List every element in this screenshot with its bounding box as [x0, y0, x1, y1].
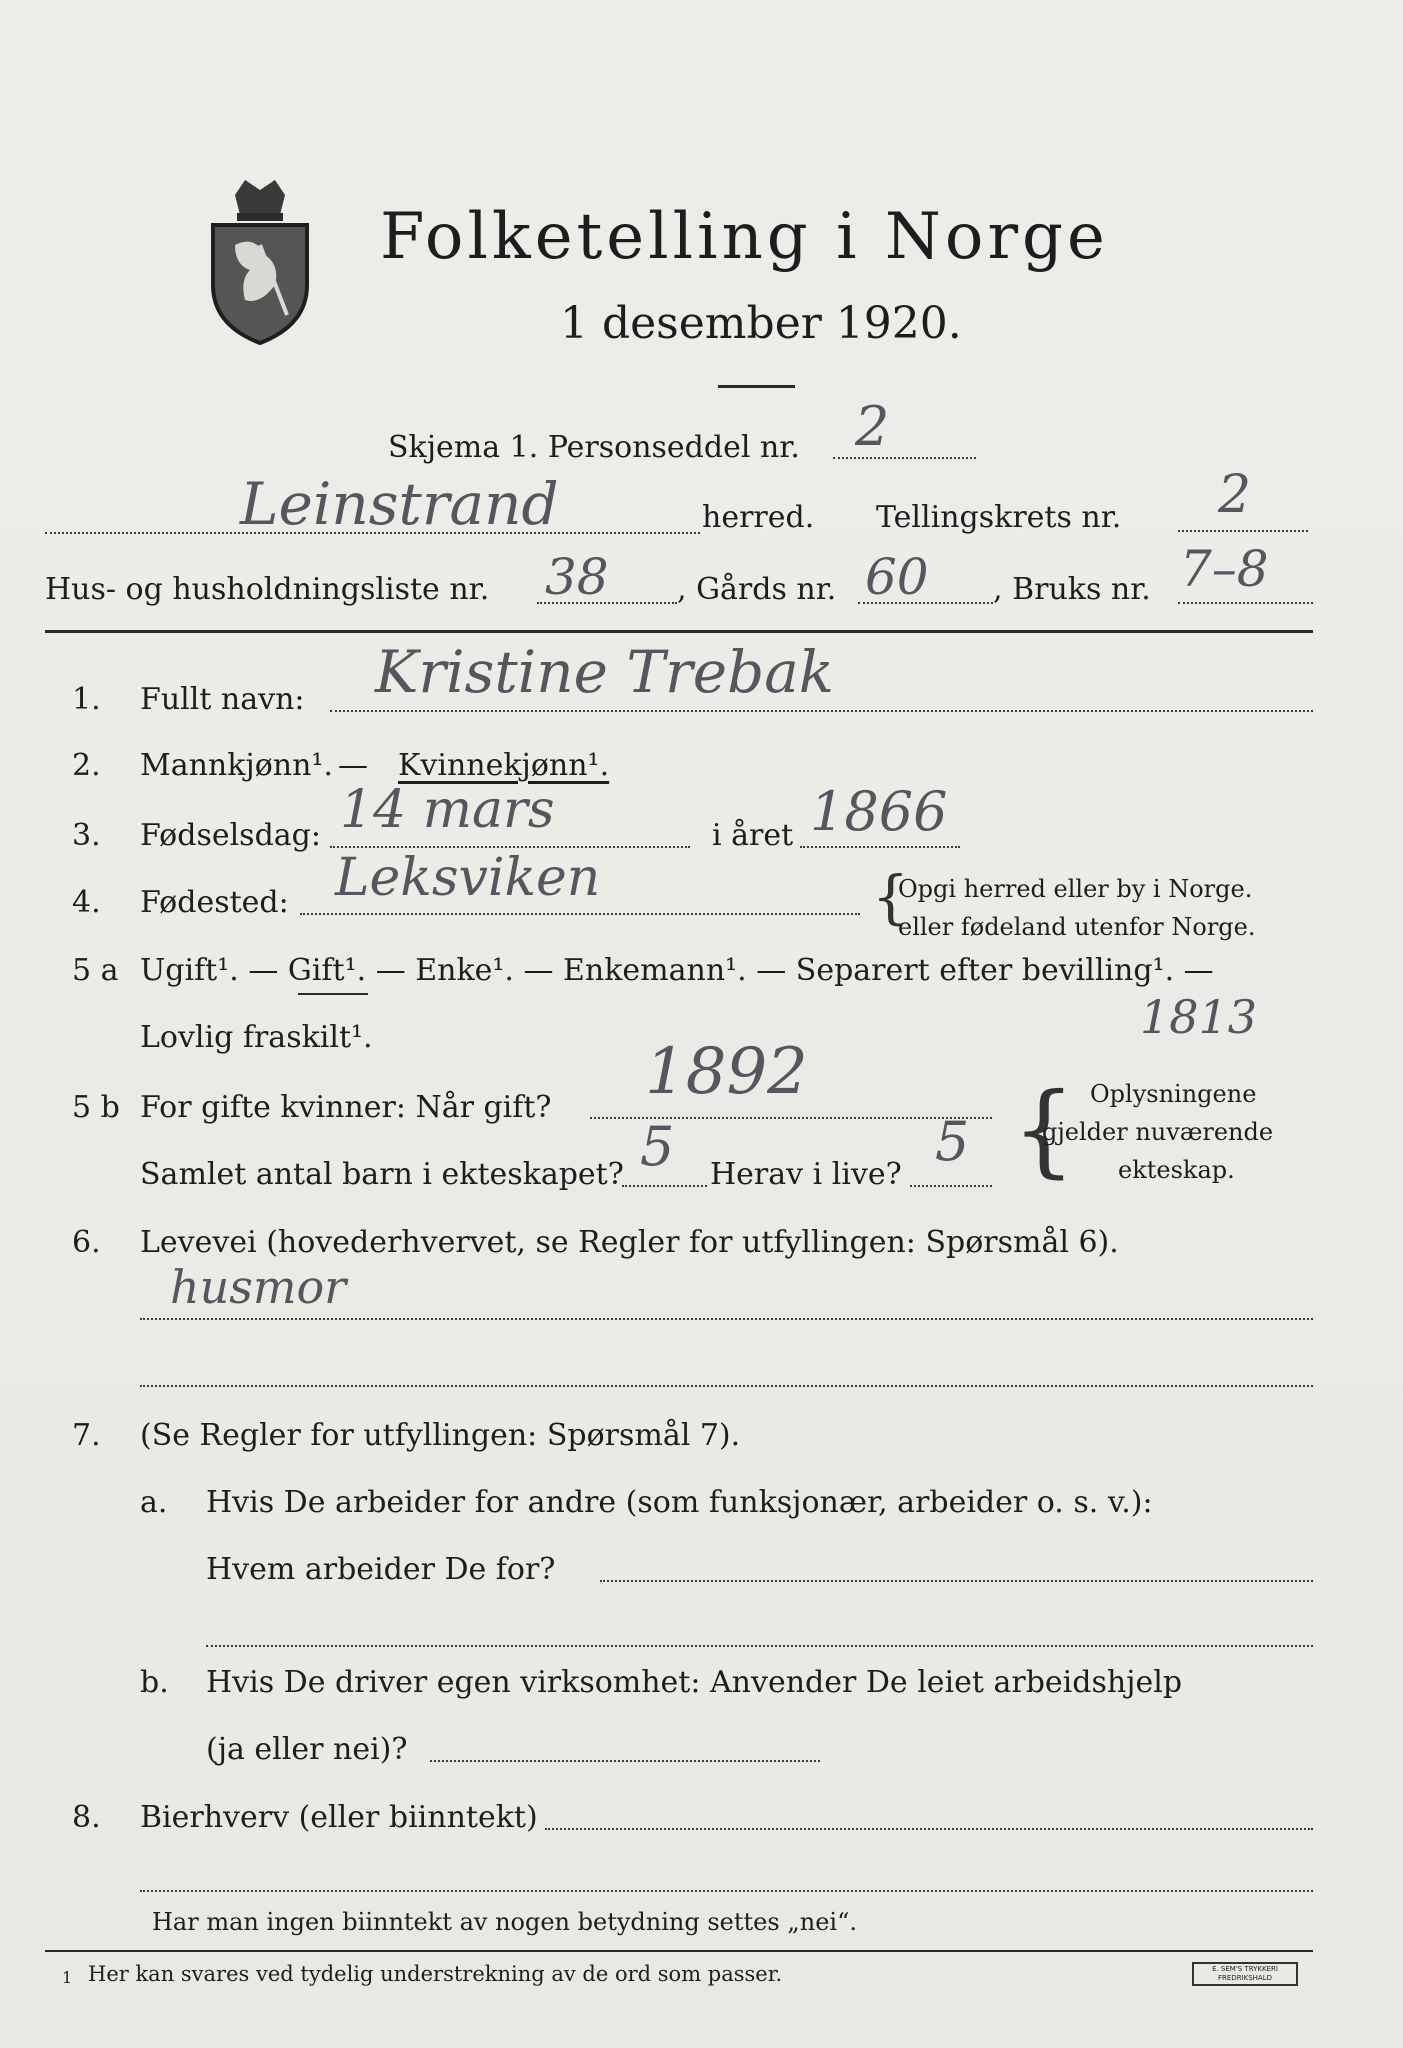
schema-number-field[interactable]: 2 [855, 395, 890, 458]
children-count-field[interactable]: 5 [640, 1115, 675, 1178]
marital-status-divorced-option[interactable]: Lovlig fraskilt¹. [140, 1020, 373, 1055]
q6-field-line1 [140, 1318, 1313, 1320]
tellingskrets-field-line [1178, 530, 1308, 532]
q7-label: (Se Regler for utfyllingen: Spørsmål 7). [140, 1418, 741, 1453]
gender-female-option[interactable]: Kvinnekjønn¹. [398, 748, 610, 783]
employer-field-line2[interactable] [206, 1645, 1313, 1647]
birthplace-field[interactable]: Leksviken [335, 848, 601, 908]
q3-year-label: i året [712, 818, 794, 853]
q5b-note-line3: ekteskap. [1118, 1156, 1235, 1184]
herred-field[interactable]: Leinstrand [240, 470, 559, 538]
tellingskrets-field[interactable]: 2 [1218, 465, 1252, 525]
occupation-field[interactable]: husmor [170, 1260, 347, 1314]
side-income-field-line2[interactable] [140, 1890, 1313, 1892]
alive-label: Herav i live? [710, 1157, 902, 1192]
bruks-field-line [1178, 602, 1313, 604]
q3-number: 3. [72, 818, 101, 853]
q2-number: 2. [72, 748, 101, 783]
footnote-mark: 1 [62, 1968, 73, 1987]
q4-label: Fødested: [140, 885, 289, 920]
full-name-field[interactable]: Kristine Trebak [375, 638, 834, 706]
q5b-label: For gifte kvinner: Når gift? [140, 1090, 552, 1125]
footnote-text: Her kan svares ved tydelig understrekning av de ord som passer. [88, 1962, 783, 1986]
q7-number: 7. [72, 1418, 101, 1453]
birth-year-field[interactable]: 1866 [810, 780, 948, 843]
q3-year-line [800, 846, 960, 848]
q7a-letter: a. [140, 1485, 168, 1520]
herred-label: herred. [702, 500, 815, 535]
q4-brace: { [872, 863, 909, 931]
header-rule [45, 630, 1313, 633]
title-divider [718, 385, 795, 388]
children-field-line [622, 1185, 707, 1187]
form-title: Folketelling i Norge [380, 200, 1109, 274]
q6-label: Levevei (hovederhvervet, se Regler for utfyllingen: Spørsmål 6). [140, 1225, 1119, 1260]
q7b-text: Hvis De driver egen virksomhet: Anvender De leiet arbeidshjelp [206, 1665, 1183, 1700]
q4-field-line [300, 913, 860, 915]
side-income-field[interactable] [545, 1828, 1313, 1830]
gender-male-option[interactable]: Mannkjønn¹. [140, 748, 333, 783]
marriage-year-field[interactable]: 1892 [645, 1035, 808, 1109]
q1-label: Fullt navn: [140, 682, 305, 717]
q8-number: 8. [72, 1800, 101, 1835]
q7a-text: Hvis De arbeider for andre (som funksjonær, arbeider o. s. v.): [206, 1485, 1153, 1520]
schema-label: Skjema 1. Personseddel nr. [388, 430, 800, 465]
gards-label: , Gårds nr. [677, 572, 837, 607]
q3-label: Fødselsdag: [140, 818, 321, 853]
gender-dash: — [338, 748, 368, 783]
gards-field[interactable]: 60 [865, 548, 929, 606]
q1-number: 1. [72, 682, 101, 717]
q7b-letter: b. [140, 1665, 169, 1700]
children-alive-field[interactable]: 5 [935, 1110, 970, 1173]
household-list-field[interactable]: 38 [545, 548, 609, 606]
gift-underline [298, 993, 368, 995]
employer-field[interactable] [600, 1580, 1313, 1582]
census-date: 1 desember 1920. [560, 298, 962, 349]
bruks-field[interactable]: 7–8 [1180, 540, 1269, 598]
q1-field-line [330, 710, 1313, 712]
q7b-question: (ja eller nei)? [206, 1732, 408, 1767]
q7a-question: Hvem arbeider De for? [206, 1552, 556, 1587]
margin-note: 1813 [1140, 990, 1258, 1044]
q4-note-line2: eller fødeland utenfor Norge. [898, 913, 1256, 941]
q6-number: 6. [72, 1225, 101, 1260]
printer-stamp: E. SEM'S TRYKKERI FREDRIKSHALD [1192, 1962, 1298, 1986]
q5a-number: 5 a [72, 953, 119, 988]
children-label: Samlet antal barn i ekteskapet? [140, 1157, 624, 1192]
household-list-label: Hus- og husholdningsliste nr. [45, 572, 490, 607]
q5b-brace: { [1012, 1071, 1076, 1188]
q8-label: Bierhverv (eller biinntekt) [140, 1800, 538, 1835]
q4-note-line1: Opgi herred eller by i Norge. [898, 875, 1253, 903]
q5b-note-line1: Oplysningene [1090, 1080, 1257, 1108]
hired-help-field[interactable] [430, 1760, 820, 1762]
side-income-note: Har man ingen biinntekt av nogen betydning settes „nei“. [152, 1908, 857, 1936]
herred-field-line [45, 532, 700, 534]
birthday-field[interactable]: 14 mars [340, 780, 555, 840]
tellingskrets-label: Tellingskrets nr. [876, 500, 1122, 535]
footer-rule [45, 1950, 1313, 1952]
q4-number: 4. [72, 885, 101, 920]
q5b-note-line2: gjelder nuværende [1042, 1118, 1274, 1146]
q5b-number: 5 b [72, 1090, 120, 1125]
q6-field-line2 [140, 1385, 1313, 1387]
bruks-label: , Bruks nr. [993, 572, 1151, 607]
coat-of-arms-icon [205, 175, 315, 345]
alive-field-line [910, 1185, 992, 1187]
marital-status-options[interactable]: Ugift¹. — Gift¹. — Enke¹. — Enkemann¹. — Separert efter bevilling¹. — [140, 953, 1214, 988]
